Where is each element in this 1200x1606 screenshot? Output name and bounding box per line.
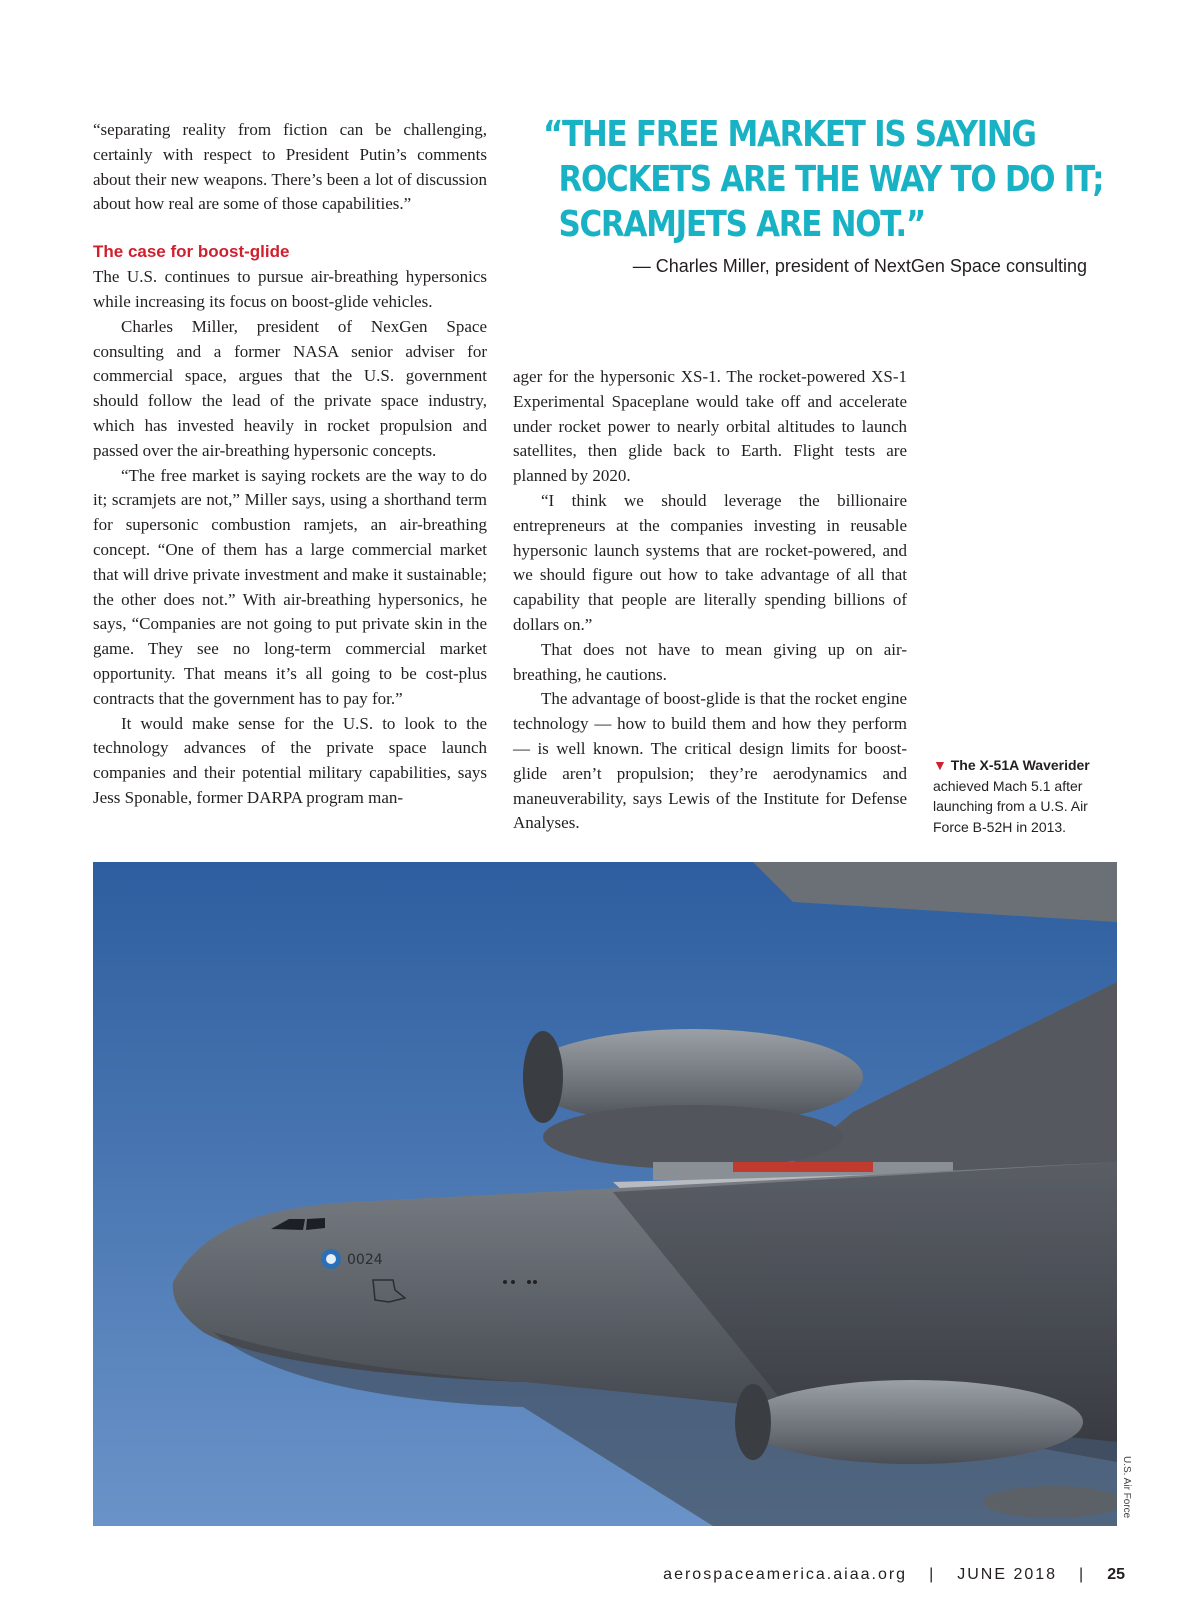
body-paragraph: That does not have to mean giving up on air-breathing, he cautions.	[513, 639, 907, 684]
body-paragraph: It would make sense for the U.S. to look to the technology advances of the private space launch companies and their potential military capabilities, says Jess Sponable, former DARPA program man-	[93, 713, 487, 807]
pull-quote-attribution: — Charles Miller, president of NextGen Space consulting	[632, 256, 1087, 276]
caption-heading: The X-51A Waverider	[950, 757, 1090, 773]
body-paragraph: “I think we should leverage the billionaire entrepreneurs at the companies investing in reusable hypersonic launch systems that are rocket-powered, and we should figure out how to take advantage of all that capability that people are literally spending billions of dollars on.”	[513, 490, 907, 634]
b52-photo	[93, 862, 1117, 1526]
pull-quote-line: ROCKETS ARE THE WAY TO DO IT;	[558, 159, 1104, 200]
b52-aircraft-illustration	[93, 862, 1117, 1526]
body-paragraph: The U.S. continues to pursue air-breathing hypersonics while increasing its focus on boost-glide vehicles.	[93, 267, 487, 311]
body-paragraph: Charles Miller, president of NexGen Space consulting and a former NASA senior adviser for commercial space, argues that the U.S. government should follow the lead of the private space industry, which has invested heavily in rocket propulsion and passed over the air-breathing hypersonic concepts.	[93, 316, 487, 460]
footer-separator: |	[1079, 1566, 1086, 1583]
section-subhead: The case for boost-glide	[93, 242, 290, 262]
page-number: 25	[1107, 1566, 1125, 1583]
left-column	[93, 118, 487, 811]
tail-number: 0024	[347, 1252, 383, 1268]
body-paragraph: ager for the hypersonic XS-1. The rocket-powered XS-1 Experimental Spaceplane would take off and accelerate under rocket power to nearly orbital altitudes to launch satellites, then glide back to Earth. Flight tests are planned by 2020.	[513, 367, 907, 486]
body-paragraph: “separating reality from fiction can be challenging, certainly with respect to President Putin’s comments about their new weapons. There’s been a lot of discussion about how real are some of those capabilities.”	[93, 120, 487, 214]
pull-quote-line: SCRAMJETS ARE NOT.”	[558, 204, 925, 245]
footer-site: aerospaceamerica.aiaa.org	[663, 1566, 908, 1583]
pull-quote-line: “THE FREE MARKET IS SAYING	[543, 114, 1036, 155]
page-footer	[663, 1566, 1125, 1584]
body-paragraph: The advantage of boost-glide is that the rocket engine technology — how to build them and how they perform — is well known. The critical design limits for boost-glide aren’t propulsion; they’re aerodynamics and maneuverability, says Lewis of the Institute for Defense Analyses.	[513, 689, 907, 833]
caption-body: achieved Mach 5.1 after launching from a U.S. Air Force B-52H in 2013.	[933, 777, 1088, 835]
body-paragraph: “The free market is saying rockets are the way to do it; scramjets are not,” Miller says, using a shorthand term for supersonic combustion ramjets, an air-breathing concept. “One of them has a large commercial market that will drive private investment and make it sustainable; the other does not.” With air-breathing hypersonics, he says, “Companies are not going to put private skin in the game. They see no long-term commercial market opportunity. That means it’s all going to be cost-plus contracts that the government has to pay for.”	[93, 465, 487, 708]
middle-column	[513, 365, 907, 836]
pull-quote	[543, 112, 1104, 247]
triangle-down-icon: ▼	[933, 757, 947, 773]
photo-credit: U.S. Air Force	[1121, 1456, 1132, 1519]
footer-separator: |	[929, 1566, 936, 1583]
photo-caption	[933, 755, 1123, 837]
footer-issue: JUNE 2018	[957, 1566, 1058, 1583]
